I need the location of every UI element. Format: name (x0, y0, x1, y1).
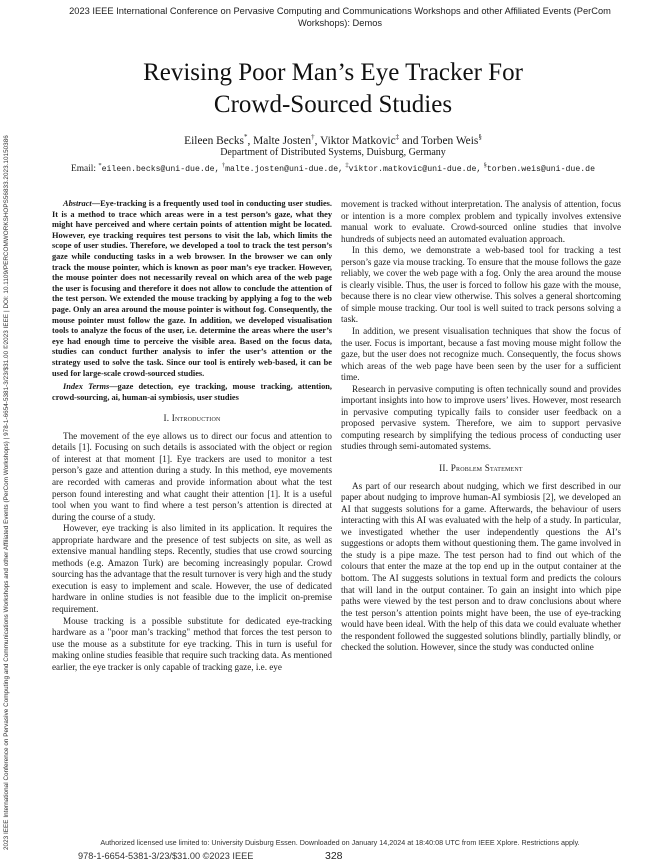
email-mark: ‡ (345, 162, 349, 169)
author-mark: * (243, 133, 248, 141)
index-terms-label: Index Terms (63, 382, 110, 392)
paragraph: Mouse tracking is a possible substitute for dedicated eye-tracking hardware as a "poor man’s tracking" method that forces the test person to use the mouse as a substitute for eye tracking. This in turn is useful for making online studies feasible that require such tracking data. As mentioned earlier, the eye tracker is only capable of tracking gaze, i.e. eye (52, 615, 332, 672)
title-line-2: Crowd-Sourced Studies (213, 91, 453, 118)
author-mark: † (311, 133, 315, 141)
page-number: 328 (325, 850, 343, 862)
author-conjunction: and (401, 134, 419, 147)
affiliation: Department of Distributed Systems, Duisburg, Germany (220, 147, 446, 158)
email-address[interactable]: torben.weis@uni-due.de (486, 165, 595, 175)
section-heading-introduction (52, 413, 332, 425)
section-number: II. (439, 463, 449, 474)
right-column (341, 199, 621, 654)
section-title: Problem Statement (450, 463, 523, 474)
paragraph: Research in pervasive computing is often technically sound and provides important insights into how to improve users’ lives. However, most research in pervasive computing typically fails to consider user feedback on a proposed pervasive system. Therefore, we aim to support pervasive computing research by simplifying the tedious process of conducting user studies through semi-automated systems. (341, 383, 621, 452)
paper-title (60, 57, 606, 121)
author-name: Malte Josten (253, 134, 312, 147)
title-line-1: Revising Poor Man’s Eye Tracker For (143, 59, 523, 86)
isbn-copyright: 978-1-6654-5381-3/23/$31.00 ©2023 IEEE (78, 851, 254, 861)
email-mark: § (483, 162, 487, 169)
author-mark: ‡ (395, 133, 400, 141)
author-list: Eileen Becks*, Malte Josten†, Viktor Matkovic‡ and Torben Weis§ (184, 133, 482, 147)
abstract-text: —Eye-tracking is a frequently used tool in conducting user studies. It is a method to trace which areas were in a test person’s gaze, what they might have perceived and where certain points of attention might be located. However, eye tracking requires test persons to visit the lab, which limits the scope of user studies. Therefore, we developed a tool to track the test person’s gaze while conducting tasks in a web browser. In the browser we can only track the mouse pointer, which is known as poor man’s eye tracker. However, the mouse pointer does not necessarily reveal on which area of the web page the user is focusing and therefore it does not allow to conclude the attention of the test person. We extended the mouse tracking by applying a fog to the web page. Only an area around the mouse pointer is without fog. Consequently, the mouse pointer must follow the gaze. In addition, we developed visualisation tools to analyze the focus of the user, i.e. determine the areas where the user’s eye had enough time to perceive the visible area. Based on the focus data, studies can conduct further analysis to infer the user’s attention or the strategy used to solve the task. Since our tool is entirely web-based, it can be used for large-scale crowd-sourced studies. (52, 199, 332, 378)
left-column (52, 199, 332, 673)
abstract-label: Abstract (63, 199, 92, 208)
paragraph: In this demo, we demonstrate a web-based tool for tracking a test person’s gaze via mouse tracking. To ensure that the mouse follows the gaze reliably, we cover the web page with a fog. Only the area around the mouse is clearly visible. Thus, the user is forced to follow his gaze with the mouse, because there is no clear view otherwise. This solves a general shortcoming of simple mouse tracking. Our tool is well suited to track persons solving a task. (341, 245, 621, 325)
email-mark: * (98, 162, 102, 169)
index-terms (52, 382, 332, 403)
paragraph: The movement of the eye allows us to direct our focus and attention to details [1]. Focusing on such details is associated with the object or region of interest at that moment [1]. Eye trackers are used to monitor a test person’s gaze and attention during a study. In this method, eye movements are recorded with cameras and provide information about what the test person found interesting and what caught their attention [1]. It is a useful tool when you want to find where a test person’s attention is directed at during the course of a study. (52, 430, 332, 522)
author-name: Torben Weis (421, 134, 479, 147)
conference-header: 2023 IEEE International Conference on Pervasive Computing and Communications Workshops and other Affiliated Events (PerCom Workshops): Demos (69, 6, 611, 28)
email-address[interactable]: viktor.matkovic@uni-due.de, (348, 165, 482, 175)
section-number: I. (163, 413, 170, 424)
email-address[interactable]: eileen.becks@uni-due.de, (101, 165, 220, 175)
index-terms-text: —gaze detection, eye tracking, mouse tracking, attention, crowd-sourcing, ai, human-ai symbiosis, user studies (52, 382, 332, 402)
abstract (52, 199, 332, 379)
email-label: Email: (71, 164, 96, 175)
author-mark: § (478, 133, 482, 141)
email-mark: † (221, 162, 226, 169)
email-line (60, 160, 606, 176)
doi-sidebar: 2023 IEEE International Conference on Pervasive Computing and Communications Workshops and other Affiliated Events (PerCom Workshops) | 978-1-6654-5381-3/23/$31.00 ©2023 IEEE | DOI: 10.1109/PERCOMWORKSHOPS56833.2023.10150386 (3, 135, 10, 850)
section-title: Introduction (171, 413, 221, 424)
paragraph: In addition, we present visualisation techniques that show the focus of the user. Focus is important, because a fast moving mouse might follow the gaze, but the user does not recognize much. Consequently, the focus shows which areas of the web page have been seen by the user for a sufficient time. (341, 326, 621, 383)
paragraph: As part of our research about nudging, which we first described in our paper about nudging to improve human-AI symbiosis [2], we developed an AI that suggests solutions for a game. Afterwards, the behaviour of users interacting with this AI was evaluated with the help of a study. In particular, we investigated whether the user independently questions the AI’s suggestions or adopts them without questioning them. The game involved in the study is a pipe maze. The test person had to find out which of the colours that enter the maze at the top end up in the output container at the bottom. The AI suggests solutions in textual form and predicts the colours that will land in the output container. To gain an insight into which pipe paths were viewed by the test person and to draw conclusions about where the test person’s attention points might have been, the use of eye-tracking would have been ideal. With the help of this data we could evaluate whether the respondent followed the suggested solutions blindly, partially blindly, or checked the solution. However, since the study was conducted online (341, 480, 621, 653)
email-address[interactable]: malte.josten@uni-due.de, (225, 165, 344, 175)
license-footer: Authorized licensed use limited to: University Duisburg Essen. Downloaded on January 14,2024 at 18:40:08 UTC from IEEE Xplore. Restrictions apply. (100, 838, 580, 847)
paragraph: However, eye tracking is also limited in its application. It requires the appropriate hardware and the presence of test subjects on site, as well as extensive manual handling steps. Recently, studies that use crowd sourcing methods (e.g. Amazon Turk) are becoming increasingly popular. Crowd sourcing has the advantage that the result turnover is very high and the study execution is easy to implement and scale. However, the use of dedicated hardware in online studies is not feasible due to the implicit on-premise requirement. (52, 523, 333, 615)
author-name: Viktor Matkovic (320, 134, 396, 147)
paragraph-continuation: movement is tracked without interpretation. The analysis of attention, focus or intention is a more complex problem and typically involves extensive manual work to evaluate. Crowd-sourced online studies that involve hundreds of subjects need an automated evaluation approach. (341, 199, 621, 244)
section-heading-problem-statement (341, 463, 621, 475)
author-name: Eileen Becks (184, 134, 244, 147)
